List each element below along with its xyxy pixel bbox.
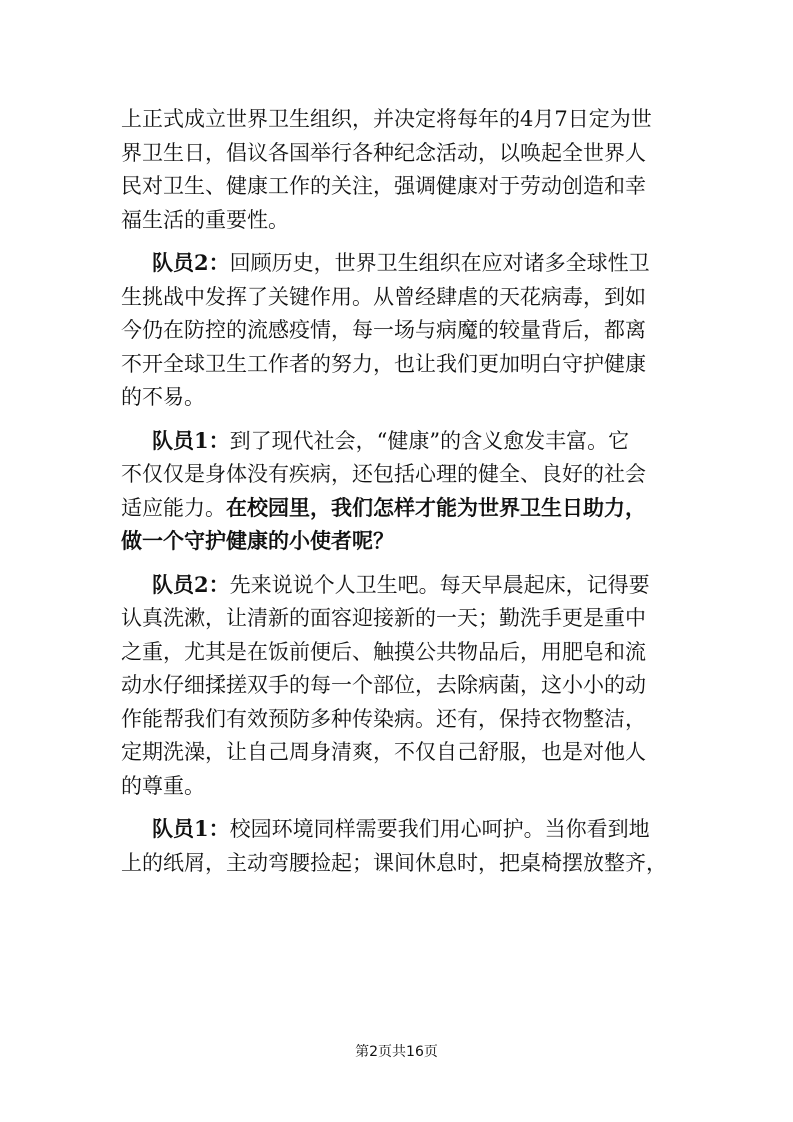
text-line: 不开全球卫生工作者的努力，也让我们更加明白守护健康 xyxy=(121,351,646,376)
text-line: 不仅仅是身体没有疾病，还包括心理的健全、良好的社会 xyxy=(121,462,646,486)
paragraph-first-line xyxy=(121,248,676,282)
text-span: 适应能力。 xyxy=(121,495,226,520)
text-span: 到了现代社会，“健康”的含义愈发丰富。它 xyxy=(229,428,630,453)
text-span: 回顾历史，世界卫生组织在应对诸多全球性卫 xyxy=(229,251,650,275)
text-line: 界卫生日，倡议各国举行各种纪念活动，以唤起全世界人 xyxy=(121,140,646,165)
text-line: 福生活的重要性。 xyxy=(121,207,289,232)
text-line: 定期洗澡，让自己周身清爽，不仅自己舒服，也是对他人 xyxy=(121,740,646,764)
text-line: 今仍在防控的流感疫情，每一场与病魔的较量背后，都离 xyxy=(121,318,646,342)
text-span: 校园环境同样需要我们用心呵护。当你看到地 xyxy=(229,817,650,841)
text-line: 作能帮我们有效预防多种传染病。还有，保持衣物整洁， xyxy=(121,706,646,731)
paragraph-first-line xyxy=(121,814,676,848)
text-line: 上正式成立世界卫生组织，并决定将每年的4月7日定为世 xyxy=(121,107,652,131)
text-line: 认真洗漱，让清新的面容迎接新的一天；勤洗手更是重中 xyxy=(121,606,646,630)
page-number-footer: 第2页共16页 xyxy=(355,1044,438,1060)
text-line: 上的纸屑，主动弯腰捡起；课间休息时，把桌椅摆放整齐， xyxy=(121,850,667,875)
text-line: 的尊重。 xyxy=(121,773,205,798)
paragraph-first-line xyxy=(121,426,676,460)
bold-question-span: 在校园里，我们怎样才能为世界卫生日助力， xyxy=(226,494,646,520)
text-span: 先来说说个人卫生吧。每天早晨起床，记得要 xyxy=(229,572,650,597)
text-line: 的不易。 xyxy=(121,385,205,409)
paragraph-first-line xyxy=(121,570,676,604)
text-line: 动水仔细揉搓双手的每一个部位，去除病菌，这小小的动 xyxy=(121,673,646,697)
text-line: 生挑战中发挥了关键作用。从曾经肆虐的天花病毒，到如 xyxy=(121,284,646,309)
text-line: 民对卫生、健康工作的关注，强调健康对于劳动创造和幸 xyxy=(121,174,646,198)
text-line xyxy=(121,493,676,527)
speaker-label: 队员1： xyxy=(152,816,230,841)
speaker-label: 队员2： xyxy=(152,250,230,275)
bold-question-line: 做一个守护健康的小使者呢？ xyxy=(121,528,394,553)
speaker-label: 队员2： xyxy=(152,571,230,597)
text-line: 之重，尤其是在饭前便后、触摸公共物品后，用肥皂和流 xyxy=(121,639,646,664)
document-body xyxy=(121,104,676,881)
speaker-label: 队员1： xyxy=(152,427,230,453)
